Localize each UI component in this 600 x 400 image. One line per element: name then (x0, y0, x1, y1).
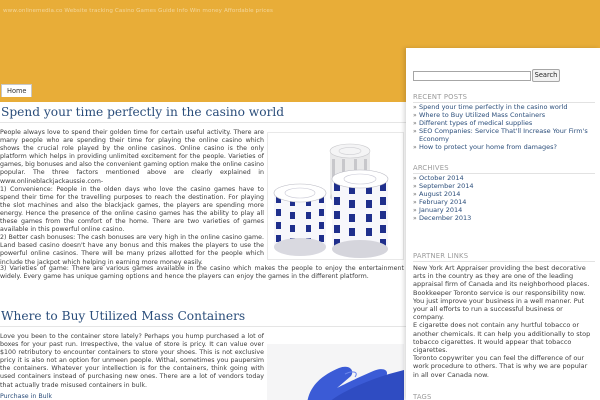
recent-post-link[interactable]: » How to protect your home from damages? (413, 144, 593, 152)
post-paragraph: 2) Better cash bonuses: The cash bonuses are very high in the online casino game. Land based casino doesn't have any bonus and this makes the players to use the powerful online casinos. There will be many prizes allotted for the people which include the jackpot which helping in earning more money easily. (0, 234, 264, 266)
post-paragraph: People always love to spend their golden time for certain useful activity. There are many people who are spending their time for playing the online casino which shows the crucial role played by the online casinos. Online casino is the only platform which helps in providing unlimited excitement for the people. Varieties of games, big bonuses and also the convenient gaming option make the online casino popular. The three factors mentioned above are clearly explained in www.onlineblackjackaussie.com- (0, 129, 264, 185)
casino-chips-image (267, 132, 404, 260)
partner-links-heading: PARTNER LINKS (413, 252, 469, 260)
post-subheading: Purchase in Bulk (0, 393, 53, 400)
post-title[interactable]: Where to Buy Utilized Mass Containers (1, 309, 246, 323)
partner-link-blurb: Bookkeeper Toronto service is our responsibility now. You just improve your business in a well manner. Put your all efforts to run a successful business or company. (413, 288, 586, 322)
archive-link[interactable]: » September 2014 (413, 183, 593, 191)
sidebar-panel (406, 48, 600, 400)
archives-list (413, 175, 593, 222)
archive-link[interactable]: » December 2013 (413, 215, 593, 223)
site-tagline: www.onlinemedia.co Website tracking Casino Games Guide Info Win money Affordable prices (3, 8, 273, 14)
recent-post-link[interactable]: » Where to Buy Utilized Mass Containers (413, 112, 593, 120)
partner-link-blurb: E cigarette does not contain any hurtful tobacco or another chemicals. It can help you additionally to stop tobacco cigarettes. It would appear that tobacco cigarettes. (413, 321, 591, 355)
post-title-divider (0, 326, 406, 327)
sidebar (406, 48, 600, 400)
archives-heading: ARCHIVES (413, 164, 449, 172)
casino-chips-illustration (268, 133, 404, 260)
post-title[interactable]: Spend your time perfectly in the casino world (1, 105, 285, 119)
recent-post-link[interactable]: » SEO Companies: Service That'll Increase Your Firm's Economy (413, 128, 593, 144)
tags-heading: TAGS (413, 393, 432, 400)
recent-posts-heading: RECENT POSTS (413, 93, 468, 101)
main-nav (0, 84, 400, 96)
gloves-illustration (267, 344, 404, 400)
post-paragraph: 3) Varieties of game: There are various games available in the casino which makes the people to enjoy the entertainment widely. Every game has unique gaming options and hence the players can enjoy the games in the different platform. (0, 265, 404, 281)
recent-post-link[interactable]: » Spend your time perfectly in the casino world (413, 104, 593, 112)
archive-link[interactable]: » October 2014 (413, 175, 593, 183)
recent-post-link[interactable]: » Different types of medical supplies (413, 120, 593, 128)
partner-links-text (413, 264, 595, 379)
archive-link[interactable]: » August 2014 (413, 191, 593, 199)
partner-links-divider (413, 261, 595, 262)
archive-link[interactable]: » February 2014 (413, 199, 593, 207)
partner-link-blurb: Toronto copywriter you can feel the difference of our work procedure to others. That is why we are popular in all over Canada now. (413, 354, 588, 379)
recent-posts-list (413, 104, 593, 151)
search-input[interactable] (413, 71, 531, 81)
post-excerpt (0, 333, 264, 390)
nav-tab-home[interactable]: Home (1, 84, 32, 97)
post-title-divider (0, 122, 406, 123)
post-excerpt-top (0, 129, 264, 267)
partner-link-blurb: New York Art Appraiser providing the best decorative arts in the country as they are one of the leading appraisal firm of Canada and its neighborhood places. (413, 264, 590, 289)
post-paragraph: 1) Convenience: People in the olden days who love the casino games have to spend their time for the travelling purposes to reach the destination. For playing the slot machines and also the blackjack games, the players are spending more energy. Hence the presence of the online casino games has the ability to play all these games from the comfort of the home. There are two varieties of games available in this powerful online casino. (0, 185, 264, 234)
main-content (0, 102, 406, 400)
search-button[interactable]: Search (532, 69, 560, 82)
post-paragraph: Love you been to the container store lately? Perhaps you hump purchased a lot of boxes for your past run. Irrespective, the value of store is pricy. It can value over $100 retributory to encounter containers to store your shoes. This is not exclusive pricy it is also not an option for unmeen people. Withal, sometimes you paupersim the containers. Whatever your intellection is for the containers, think going with used containers instead of purchasing new ones. There are a lot of vendors today that actually trade misused containers in bulk. (0, 333, 264, 389)
post-excerpt-bottom (0, 265, 404, 281)
archive-link[interactable]: » January 2014 (413, 207, 593, 215)
gloves-image (267, 344, 404, 400)
